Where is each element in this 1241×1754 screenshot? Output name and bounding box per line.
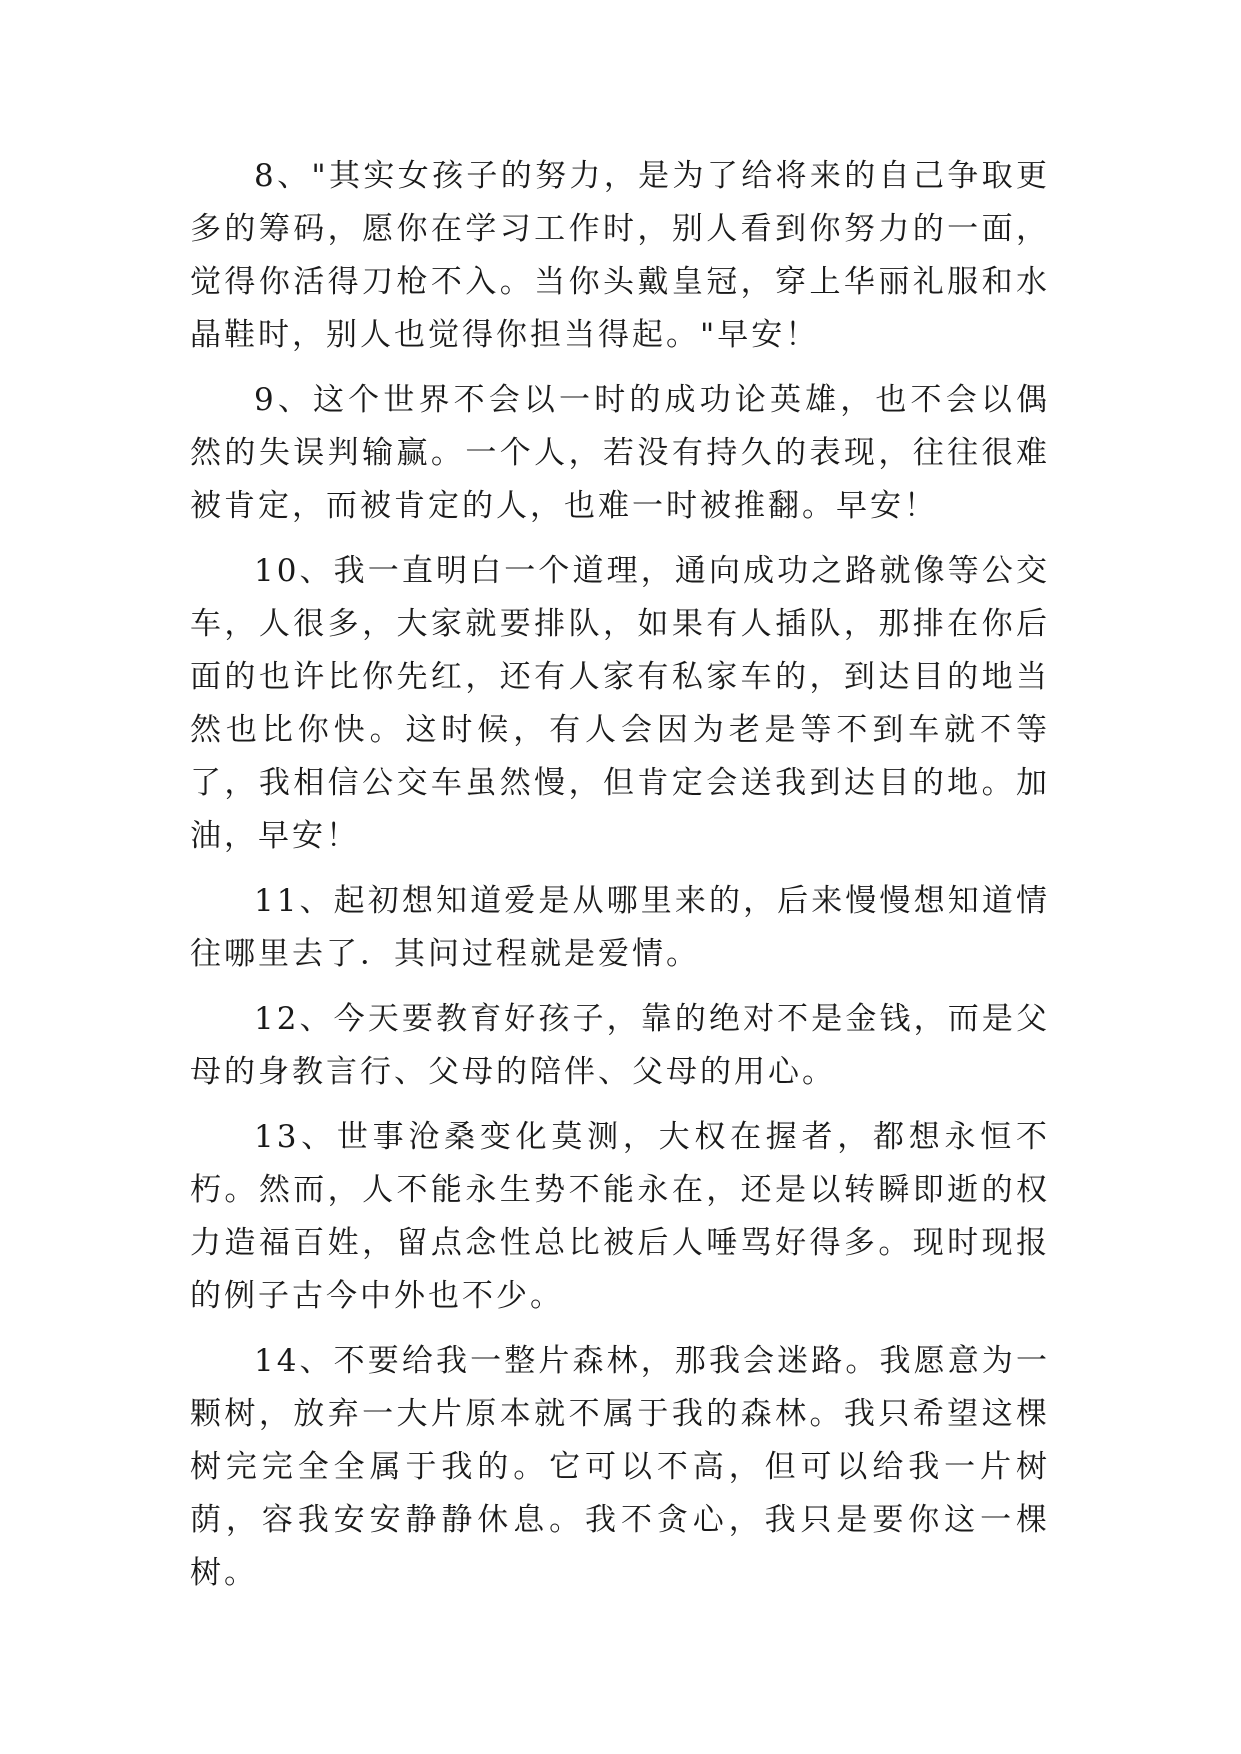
paragraph-9: 9、这个世界不会以一时的成功论英雄，也不会以偶然的失误判输赢。一个人，若没有持久的表现，往往很难被肯定，而被肯定的人，也难一时被推翻。早安！ xyxy=(190,382,1050,524)
paragraph-14: 14、不要给我一整片森林，那我会迷路。我愿意为一颗树，放弃一大片原本就不属于我的森林。我只希望这棵树完完全全属于我的。它可以不高，但可以给我一片树荫，容我安安静静休息。我不贪心，我只是要你这一棵树。 xyxy=(190,1343,1050,1591)
paragraph-13: 13、世事沧桑变化莫测，大权在握者，都想永恒不朽。然而，人不能永生势不能永在，还是以转瞬即逝的权力造福百姓，留点念性总比被后人唾骂好得多。现时现报的例子古今中外也不少。 xyxy=(190,1119,1050,1314)
paragraph-8: 8、"其实女孩子的努力，是为了给将来的自己争取更多的筹码，愿你在学习工作时，别人看到你努力的一面，觉得你活得刀枪不入。当你头戴皇冠，穿上华丽礼服和水晶鞋时，别人也觉得你担当得起。"早安！ xyxy=(190,158,1050,353)
paragraph-10: 10、我一直明白一个道理，通向成功之路就像等公交车，人很多，大家就要排队，如果有人插队，那排在你后面的也许比你先红，还有人家有私家车的，到达目的地当然也比你快。这时候，有人会因为老是等不到车就不等了，我相信公交车虽然慢，但肯定会送我到达目的地。加油，早安！ xyxy=(190,553,1050,854)
paragraph-12: 12、今天要教育好孩子，靠的绝对不是金钱，而是父母的身教言行、父母的陪伴、父母的用心。 xyxy=(190,1001,1050,1090)
document-body xyxy=(190,150,1050,1612)
paragraph-11: 11、起初想知道爱是从哪里来的，后来慢慢想知道情往哪里去了．其问过程就是爱情。 xyxy=(190,883,1050,972)
